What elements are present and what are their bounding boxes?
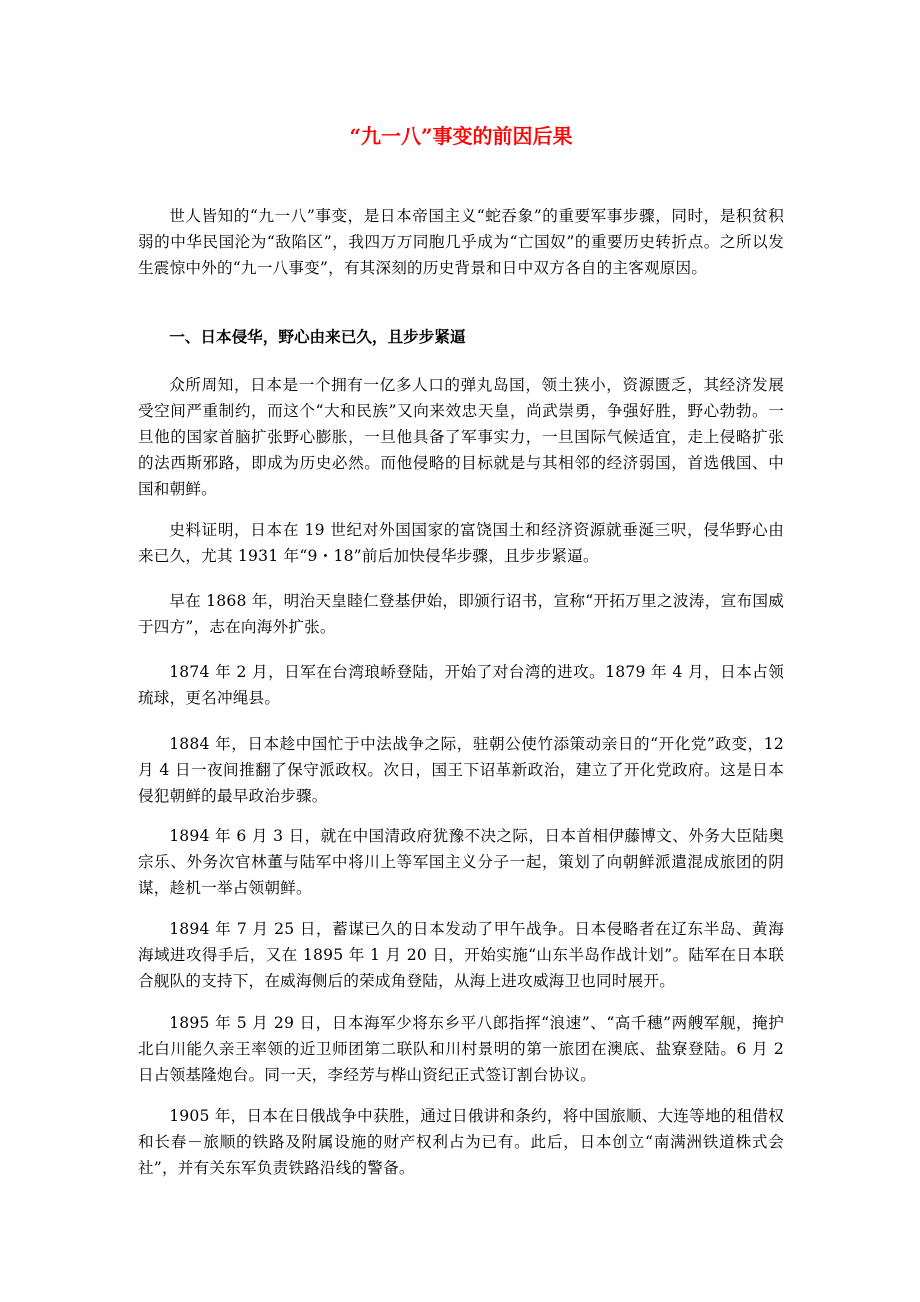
document-title: “九一八”事变的前因后果 <box>349 124 573 148</box>
body-paragraph: 史料证明，日本在 19 世纪对外国国家的富饶国土和经济资源就垂涎三呎，侵华野心由来已久，尤其 1931 年“9・18”前后加快侵华步骤，且步步紧逼。 <box>138 521 784 565</box>
body-paragraph: 1905 年，日本在日俄战争中获胜，通过日俄讲和条约，将中国旅顺、大连等地的租借权和长春－旅顺的铁路及附属设施的财产权利占为已有。此后，日本创立“南满洲铁道株式会社”，并有关东军负责铁路沿线的警备。 <box>138 1107 784 1177</box>
body-paragraph: 1895 年 5 月 29 日，日本海军少将东乡平八郎指挥“浪速”、“高千穗”两艘军舰，掩护北白川能久亲王率领的近卫师团第二联队和川村景明的第一旅团在澳底、盐寮登陆。6 月 2 日占领基隆炮台。同一天，李经芳与桦山资纪正式签订割台协议。 <box>138 1014 784 1084</box>
body-paragraph: 早在 1868 年，明治天皇睦仁登基伊始，即颁行诏书，宣称“开拓万里之波涛，宣布国威于四方”，志在向海外扩张。 <box>138 592 784 636</box>
body-paragraph: 1894 年 6 月 3 日，就在中国清政府犹豫不决之际，日本首相伊藤博文、外务大臣陆奥宗乐、外务次官林董与陆军中将川上等军国主义分子一起，策划了向朝鲜派遣混成旅团的阴谋，趁机一举占领朝鲜。 <box>138 827 784 897</box>
body-paragraph: 1874 年 2 月，日军在台湾琅峤登陆，开始了对台湾的进攻。1879 年 4 月，日本占领琉球，更名冲绳县。 <box>138 663 784 707</box>
body-paragraph: 1894 年 7 月 25 日，蓄谋已久的日本发动了甲午战争。日本侵略者在辽东半岛、黄海海域进攻得手后，又在 1895 年 1 月 20 日，开始实施“山东半岛作战计划”。陆军在日本联合舰队的支持下，在威海侧后的荣成角登陆，从海上进攻威海卫也同时展开。 <box>138 920 784 990</box>
intro-paragraph: 世人皆知的“九一八”事变，是日本帝国主义“蛇吞象”的重要军事步骤，同时，是积贫积弱的中华民国沦为“敌陷区”，我四万万同胞几乎成为“亡国奴”的重要历史转折点。之所以发生震惊中外的“九一八事变”，有其深刻的历史背景和日中双方各自的主客观原因。 <box>138 207 784 277</box>
body-paragraph: 1884 年，日本趁中国忙于中法战争之际，驻朝公使竹添策动亲日的“开化党”政变，12 月 4 日一夜间推翻了保守派政权。次日，国王下诏革新政治，建立了开化党政府。这是日本侵犯朝鲜的最早政治步骤。 <box>138 735 784 805</box>
body-paragraph: 众所周知，日本是一个拥有一亿多人口的弹丸岛国，领土狭小，资源匮乏，其经济发展受空间严重制约，而这个“大和民族”又向来效忠天皇，尚武崇勇，争强好胜，野心勃勃。一旦他的国家首脑扩张野心膨胀，一旦他具备了军事实力，一旦国际气候适宜，走上侵略扩张的法西斯邪路，即成为历史必然。而他侵略的目标就是与其相邻的经济弱国，首选俄国、中国和朝鲜。 <box>138 376 784 498</box>
section-heading: 一、日本侵华，野心由来已久，且步步紧逼 <box>169 327 466 346</box>
